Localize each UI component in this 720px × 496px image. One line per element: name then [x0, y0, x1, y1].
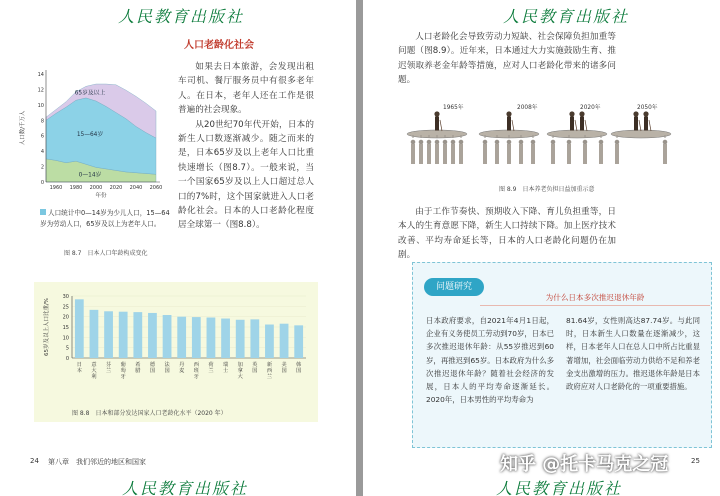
y-tick-label: 12	[37, 87, 44, 94]
worker-body	[435, 144, 439, 164]
page-gutter	[356, 0, 363, 496]
category-label: 法国	[164, 362, 170, 374]
chapter-title: 第八章 我们邻近的地区和国家	[48, 458, 146, 466]
bar	[250, 319, 259, 358]
worker-body	[495, 144, 499, 164]
worker-head	[583, 140, 588, 145]
x-tick-label: 2000	[89, 185, 103, 191]
section-title: 人口老龄化社会	[184, 40, 254, 51]
worker-head	[419, 140, 424, 145]
paragraph-1: 如果去日本旅游，会发现出租车司机、餐厅服务员中有很多老年人。在日本，老年人还在工作是很普遍的社会现象。	[178, 62, 314, 116]
area-series-label: 0—14岁	[78, 172, 102, 179]
y-tick-label: 10	[37, 102, 44, 109]
bar	[236, 320, 245, 358]
elder-body	[507, 117, 511, 131]
worker-body	[599, 144, 603, 164]
x-axis-label: 年份	[95, 193, 107, 199]
worker-head	[411, 140, 416, 145]
fig88-caption: 图 8.8 日本和部分发达国家人口老龄化水平（2020 年）	[72, 410, 227, 417]
worker-head	[519, 140, 524, 145]
worker-body	[427, 144, 431, 164]
aging-bar-chart	[34, 290, 318, 402]
worker-head	[443, 140, 448, 145]
problem-study-column-1: 日本政府要求，自2021年4月1日起，企业有义务使员工劳动到70岁，日本已多次推迟退休年龄：从55岁推迟到60岁，再推迟到65岁。日本政府为什么多次推迟退休年龄？随着社会经济的发展，日本人的平均寿命逐渐延长。2020年，日本男性的平均寿命为	[426, 316, 554, 405]
worker-head	[495, 140, 500, 145]
header-logo: 人民教育出版社	[118, 7, 245, 26]
category-label: 日本	[76, 362, 82, 374]
platform-disc	[611, 130, 671, 138]
intro-text	[178, 60, 314, 233]
bar	[75, 299, 84, 358]
y-tick-label: 14	[37, 72, 44, 78]
y-axis-label: 65岁及以上人口比重/%	[44, 297, 50, 357]
walking-stick	[649, 120, 651, 131]
x-tick-label: 1980	[69, 185, 83, 191]
year-label-1965: 1965年	[443, 105, 464, 111]
worker-head	[663, 140, 668, 145]
paragraph-4: 由于工作节奏快、预期收入下降、育儿负担重等，日本人的生育意愿下降，新生人口持续下降。加上医疗技术改善、平均寿命延长等，日本的人口老龄化问题仍在加剧。	[398, 207, 616, 261]
worker-body	[459, 144, 463, 164]
category-label: 丹麦	[179, 362, 185, 374]
category-label: 荷兰	[208, 362, 214, 374]
walking-stick	[512, 120, 514, 131]
platform-disc	[547, 130, 607, 138]
worker-body	[443, 144, 447, 164]
bar	[177, 317, 186, 358]
y-tick-label: 4	[40, 149, 44, 156]
worker-head	[451, 140, 456, 145]
y-tick-label: 2	[40, 164, 44, 171]
x-tick-label: 2020	[109, 185, 123, 191]
elder-head	[643, 111, 648, 116]
y-axis-label: 人口数/千万人	[20, 110, 26, 146]
y-tick-label: 6	[40, 133, 44, 140]
elder-body	[644, 117, 648, 131]
bar	[90, 310, 99, 358]
y-tick-label: 0	[40, 180, 44, 186]
problem-study-label: 问题研究	[424, 278, 484, 296]
y-tick-label: 30	[62, 294, 69, 300]
year-label-2020: 2020年	[580, 105, 601, 111]
category-label: 新西兰	[266, 362, 273, 380]
worker-head	[551, 140, 556, 145]
walking-stick	[639, 120, 641, 131]
page-number-right: 25	[691, 457, 700, 465]
elder-body	[634, 117, 638, 131]
category-label: 英国	[252, 362, 258, 374]
elder-head	[506, 111, 511, 116]
worker-body	[567, 144, 571, 164]
category-label: 韩国	[296, 362, 302, 374]
right-text-top	[398, 30, 616, 88]
elder-head	[633, 111, 638, 116]
worker-body	[531, 144, 535, 164]
bar	[163, 315, 172, 358]
watermark: 知乎 @托卡马克之冠	[500, 454, 669, 475]
y-tick-label: 0	[65, 356, 69, 362]
worker-head	[435, 140, 440, 145]
worker-body	[583, 144, 587, 164]
bar	[133, 312, 142, 358]
fig87-caption: 图 8.7 日本人口年龄构成变化	[64, 250, 148, 257]
paragraph-3: 人口老龄化会导致劳动力短缺、社会保障负担加重等问题（图8.9）。近年来，日本通过大力实施鼓励生育、推迟领取养老金年龄等措施，应对人口老龄化带来的诸多问题。	[398, 32, 616, 86]
worker-head	[459, 140, 464, 145]
category-label: 芬兰	[105, 362, 112, 374]
walking-stick	[585, 120, 587, 131]
bar	[221, 319, 230, 358]
category-label: 希腊	[135, 362, 141, 374]
age-group-note	[40, 208, 172, 229]
category-label: 瑞士	[222, 362, 229, 374]
y-tick-label: 25	[62, 304, 69, 311]
worker-head	[427, 140, 432, 145]
elder-body	[580, 117, 584, 131]
fig89-caption: 图 8.9 日本养老负担日益加重示意	[499, 186, 595, 193]
bar	[148, 313, 157, 358]
bar	[265, 325, 274, 358]
x-tick-label: 2060	[149, 185, 163, 191]
worker-body	[419, 144, 423, 164]
footer-logo: 人民教育出版社	[122, 479, 249, 496]
worker-head	[531, 140, 536, 145]
bar	[119, 312, 128, 358]
category-label: 西班牙	[193, 362, 199, 380]
worker-body	[483, 144, 487, 164]
elder-body	[570, 117, 574, 131]
category-label: 德国	[149, 362, 156, 374]
elder-body	[435, 117, 439, 131]
footer-logo-right: 人民教育出版社	[496, 479, 623, 496]
left-page	[0, 0, 356, 496]
area-series-label: 15—64岁	[76, 132, 104, 139]
elder-head	[434, 111, 439, 116]
bar	[294, 325, 303, 358]
y-tick-label: 15	[62, 325, 69, 331]
category-label: 美国	[281, 362, 287, 374]
problem-study-column-2: 81.64岁，女性则高达87.74岁。与此同时，日本新生人口数量在逐渐减少，这样，日本老年人口在总人口中所占比重显著增加，社会面临劳动力供给不足和养老金支出激增的压力。推迟退休年龄是日本政府应对人口老龄化的一项重要措施。	[566, 316, 700, 392]
walking-stick	[440, 120, 442, 131]
category-label: 葡萄牙	[120, 362, 126, 380]
y-tick-label: 8	[40, 118, 44, 125]
problem-study-title: 为什么日本多次推迟退休年龄	[480, 292, 710, 306]
y-tick-label: 20	[62, 314, 69, 321]
worker-head	[615, 140, 620, 145]
worker-body	[551, 144, 555, 164]
y-tick-label: 10	[62, 335, 69, 342]
area-series-label: 65岁及以上	[74, 90, 106, 97]
category-label: 意大利	[91, 362, 97, 380]
year-label-2050: 2050年	[637, 105, 658, 111]
worker-body	[451, 144, 455, 164]
bar	[104, 311, 113, 358]
worker-body	[663, 144, 667, 164]
y-tick-label: 5	[65, 345, 69, 352]
paragraph-2: 从20世纪70年代开始，日本的新生人口数逐渐减少。随之而来的是，日本65岁及以上老年人口比重快速增长（图8.7）。一般来说，当一个国家65岁及以上人口超过总人口的7%时，这个国家就进入人口老龄化社会。日本的人口老龄化程度居全球第一（图8.8）。	[178, 119, 314, 231]
worker-body	[615, 144, 619, 164]
worker-body	[519, 144, 523, 164]
x-tick-label: 1960	[49, 185, 63, 191]
bar	[207, 317, 216, 358]
walking-stick	[575, 120, 577, 131]
elder-head	[579, 111, 584, 116]
worker-body	[411, 144, 415, 164]
header-logo: 人民教育出版社	[503, 7, 630, 26]
bar	[280, 324, 289, 358]
page-number-left: 24	[30, 457, 39, 465]
category-label: 加拿大	[237, 362, 243, 380]
population-area-chart	[18, 62, 168, 210]
year-label-2008: 2008年	[517, 105, 538, 111]
age-group-note-text: 人口统计中0—14岁为少儿人口，15—64岁为劳动人口，65岁及以上为老年人口。	[40, 209, 170, 228]
right-text-middle	[398, 205, 616, 263]
bar	[192, 317, 201, 358]
worker-head	[483, 140, 488, 145]
note-marker	[40, 209, 46, 215]
worker-head	[567, 140, 572, 145]
elder-head	[569, 111, 574, 116]
x-tick-label: 2040	[129, 185, 143, 191]
worker-head	[599, 140, 604, 145]
worker-head	[507, 140, 512, 145]
worker-body	[507, 144, 511, 164]
